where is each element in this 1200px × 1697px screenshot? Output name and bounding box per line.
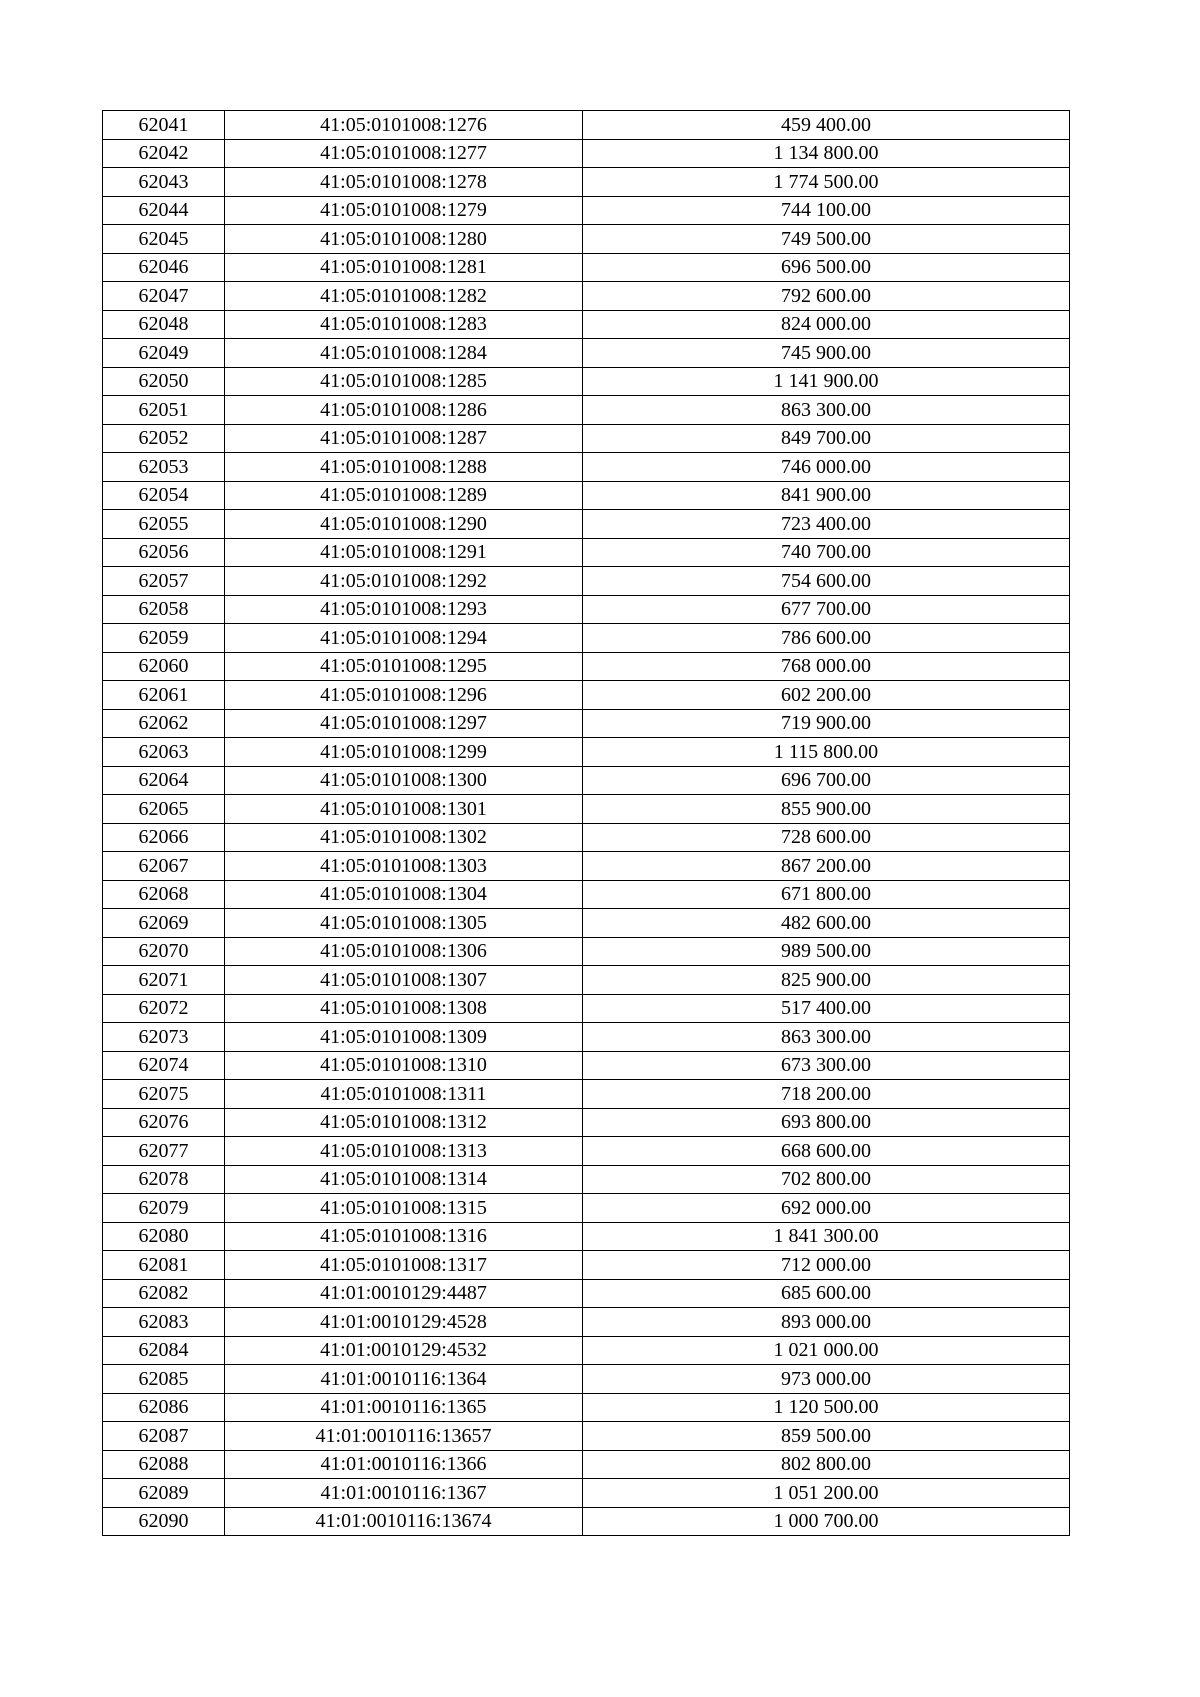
row-number-cell: 62048 — [103, 310, 225, 339]
cadastral-number-cell: 41:05:0101008:1285 — [225, 367, 583, 396]
row-number-cell: 62084 — [103, 1336, 225, 1365]
cadastral-number-cell: 41:05:0101008:1291 — [225, 538, 583, 567]
cadastral-number-cell: 41:05:0101008:1312 — [225, 1108, 583, 1137]
row-number-cell: 62072 — [103, 994, 225, 1023]
table-row — [103, 937, 1070, 966]
cadastral-value-cell: 754 600.00 — [583, 567, 1070, 596]
table-row — [103, 1308, 1070, 1337]
table-row — [103, 1393, 1070, 1422]
row-number-cell: 62082 — [103, 1279, 225, 1308]
cadastral-number-cell: 41:01:0010116:1365 — [225, 1393, 583, 1422]
table-row — [103, 282, 1070, 311]
cadastral-value-cell: 786 600.00 — [583, 624, 1070, 653]
cadastral-value-cell: 685 600.00 — [583, 1279, 1070, 1308]
table-row — [103, 994, 1070, 1023]
cadastral-number-cell: 41:05:0101008:1309 — [225, 1023, 583, 1052]
cadastral-value-cell: 677 700.00 — [583, 595, 1070, 624]
cadastral-number-cell: 41:05:0101008:1283 — [225, 310, 583, 339]
cadastral-number-cell: 41:05:0101008:1299 — [225, 738, 583, 767]
table-row — [103, 795, 1070, 824]
cadastral-number-cell: 41:05:0101008:1302 — [225, 823, 583, 852]
row-number-cell: 62050 — [103, 367, 225, 396]
cadastral-number-cell: 41:05:0101008:1289 — [225, 481, 583, 510]
row-number-cell: 62066 — [103, 823, 225, 852]
table-row — [103, 1279, 1070, 1308]
cadastral-number-cell: 41:05:0101008:1300 — [225, 766, 583, 795]
cadastral-number-cell: 41:05:0101008:1306 — [225, 937, 583, 966]
cadastral-number-cell: 41:01:0010116:13674 — [225, 1507, 583, 1536]
table-row — [103, 1108, 1070, 1137]
cadastral-number-cell: 41:05:0101008:1294 — [225, 624, 583, 653]
cadastral-value-cell: 696 500.00 — [583, 253, 1070, 282]
cadastral-number-cell: 41:05:0101008:1317 — [225, 1251, 583, 1280]
row-number-cell: 62069 — [103, 909, 225, 938]
row-number-cell: 62058 — [103, 595, 225, 624]
cadastral-value-cell: 728 600.00 — [583, 823, 1070, 852]
table-row — [103, 481, 1070, 510]
cadastral-value-cell: 1 841 300.00 — [583, 1222, 1070, 1251]
table-row — [103, 652, 1070, 681]
table-row — [103, 339, 1070, 368]
table-row — [103, 823, 1070, 852]
row-number-cell: 62083 — [103, 1308, 225, 1337]
cadastral-number-cell: 41:01:0010129:4532 — [225, 1336, 583, 1365]
cadastral-value-cell: 692 000.00 — [583, 1194, 1070, 1223]
table-row — [103, 1137, 1070, 1166]
cadastral-value-cell: 863 300.00 — [583, 1023, 1070, 1052]
row-number-cell: 62067 — [103, 852, 225, 881]
table-row — [103, 139, 1070, 168]
cadastral-number-cell: 41:01:0010129:4528 — [225, 1308, 583, 1337]
row-number-cell: 62089 — [103, 1479, 225, 1508]
cadastral-value-cell: 1 120 500.00 — [583, 1393, 1070, 1422]
cadastral-value-cell: 740 700.00 — [583, 538, 1070, 567]
cadastral-number-cell: 41:05:0101008:1303 — [225, 852, 583, 881]
cadastral-value-cell: 749 500.00 — [583, 225, 1070, 254]
row-number-cell: 62087 — [103, 1422, 225, 1451]
cadastral-value-cell: 745 900.00 — [583, 339, 1070, 368]
row-number-cell: 62088 — [103, 1450, 225, 1479]
table-row — [103, 538, 1070, 567]
cadastral-value-cell: 482 600.00 — [583, 909, 1070, 938]
row-number-cell: 62061 — [103, 681, 225, 710]
cadastral-number-cell: 41:05:0101008:1315 — [225, 1194, 583, 1223]
cadastral-number-cell: 41:05:0101008:1284 — [225, 339, 583, 368]
table-row — [103, 567, 1070, 596]
table-row — [103, 1336, 1070, 1365]
cadastral-value-cell: 841 900.00 — [583, 481, 1070, 510]
cadastral-number-cell: 41:05:0101008:1287 — [225, 424, 583, 453]
cadastral-value-cell: 517 400.00 — [583, 994, 1070, 1023]
row-number-cell: 62046 — [103, 253, 225, 282]
row-number-cell: 62076 — [103, 1108, 225, 1137]
cadastral-value-cell: 1 021 000.00 — [583, 1336, 1070, 1365]
cadastral-value-cell: 863 300.00 — [583, 396, 1070, 425]
row-number-cell: 62054 — [103, 481, 225, 510]
table-row — [103, 396, 1070, 425]
cadastral-number-cell: 41:05:0101008:1292 — [225, 567, 583, 596]
cadastral-number-cell: 41:01:0010116:1367 — [225, 1479, 583, 1508]
table-row — [103, 1422, 1070, 1451]
cadastral-number-cell: 41:05:0101008:1286 — [225, 396, 583, 425]
table-row — [103, 966, 1070, 995]
cadastral-value-cell: 1 115 800.00 — [583, 738, 1070, 767]
cadastral-number-cell: 41:05:0101008:1301 — [225, 795, 583, 824]
cadastral-value-cell: 673 300.00 — [583, 1051, 1070, 1080]
cadastral-value-cell: 746 000.00 — [583, 453, 1070, 482]
table-row — [103, 367, 1070, 396]
cadastral-number-cell: 41:05:0101008:1290 — [225, 510, 583, 539]
row-number-cell: 62052 — [103, 424, 225, 453]
cadastral-number-cell: 41:05:0101008:1313 — [225, 1137, 583, 1166]
cadastral-number-cell: 41:05:0101008:1293 — [225, 595, 583, 624]
cadastral-number-cell: 41:05:0101008:1316 — [225, 1222, 583, 1251]
row-number-cell: 62059 — [103, 624, 225, 653]
cadastral-number-cell: 41:05:0101008:1281 — [225, 253, 583, 282]
cadastral-number-cell: 41:05:0101008:1297 — [225, 709, 583, 738]
table-row — [103, 310, 1070, 339]
row-number-cell: 62078 — [103, 1165, 225, 1194]
cadastral-value-cell: 849 700.00 — [583, 424, 1070, 453]
row-number-cell: 62042 — [103, 139, 225, 168]
cadastral-value-cell: 1 141 900.00 — [583, 367, 1070, 396]
row-number-cell: 62057 — [103, 567, 225, 596]
table-row — [103, 1251, 1070, 1280]
row-number-cell: 62077 — [103, 1137, 225, 1166]
table-row — [103, 1051, 1070, 1080]
cadastral-number-cell: 41:05:0101008:1282 — [225, 282, 583, 311]
table-row — [103, 852, 1070, 881]
cadastral-value-cell: 893 000.00 — [583, 1308, 1070, 1337]
cadastral-value-cell: 602 200.00 — [583, 681, 1070, 710]
cadastral-number-cell: 41:05:0101008:1308 — [225, 994, 583, 1023]
cadastral-value-cell: 824 000.00 — [583, 310, 1070, 339]
table-row — [103, 510, 1070, 539]
row-number-cell: 62064 — [103, 766, 225, 795]
table-row — [103, 1194, 1070, 1223]
table-body — [103, 111, 1070, 1536]
row-number-cell: 62044 — [103, 196, 225, 225]
table-row — [103, 1365, 1070, 1394]
cadastral-value-cell: 1 134 800.00 — [583, 139, 1070, 168]
cadastral-value-cell: 768 000.00 — [583, 652, 1070, 681]
row-number-cell: 62055 — [103, 510, 225, 539]
cadastral-value-cell: 825 900.00 — [583, 966, 1070, 995]
cadastral-number-cell: 41:01:0010116:13657 — [225, 1422, 583, 1451]
table-row — [103, 111, 1070, 140]
cadastral-value-table — [102, 110, 1070, 1536]
cadastral-value-cell: 744 100.00 — [583, 196, 1070, 225]
table-row — [103, 1023, 1070, 1052]
table-row — [103, 1165, 1070, 1194]
table-row — [103, 1479, 1070, 1508]
cadastral-number-cell: 41:05:0101008:1280 — [225, 225, 583, 254]
cadastral-value-cell: 792 600.00 — [583, 282, 1070, 311]
cadastral-number-cell: 41:05:0101008:1295 — [225, 652, 583, 681]
table-row — [103, 1450, 1070, 1479]
cadastral-value-cell: 859 500.00 — [583, 1422, 1070, 1451]
row-number-cell: 62081 — [103, 1251, 225, 1280]
table-row — [103, 225, 1070, 254]
cadastral-value-cell: 867 200.00 — [583, 852, 1070, 881]
cadastral-number-cell: 41:01:0010116:1364 — [225, 1365, 583, 1394]
row-number-cell: 62079 — [103, 1194, 225, 1223]
cadastral-number-cell: 41:05:0101008:1314 — [225, 1165, 583, 1194]
row-number-cell: 62065 — [103, 795, 225, 824]
table-row — [103, 1222, 1070, 1251]
table-row — [103, 681, 1070, 710]
row-number-cell: 62045 — [103, 225, 225, 254]
table-row — [103, 253, 1070, 282]
row-number-cell: 62043 — [103, 168, 225, 197]
cadastral-value-cell: 1 051 200.00 — [583, 1479, 1070, 1508]
row-number-cell: 62056 — [103, 538, 225, 567]
row-number-cell: 62071 — [103, 966, 225, 995]
cadastral-number-cell: 41:05:0101008:1307 — [225, 966, 583, 995]
cadastral-number-cell: 41:01:0010129:4487 — [225, 1279, 583, 1308]
row-number-cell: 62086 — [103, 1393, 225, 1422]
cadastral-number-cell: 41:05:0101008:1296 — [225, 681, 583, 710]
table-row — [103, 1080, 1070, 1109]
cadastral-number-cell: 41:01:0010116:1366 — [225, 1450, 583, 1479]
table-row — [103, 168, 1070, 197]
cadastral-number-cell: 41:05:0101008:1277 — [225, 139, 583, 168]
table-row — [103, 909, 1070, 938]
cadastral-number-cell: 41:05:0101008:1310 — [225, 1051, 583, 1080]
table-row — [103, 196, 1070, 225]
cadastral-value-cell: 1 000 700.00 — [583, 1507, 1070, 1536]
table-row — [103, 709, 1070, 738]
cadastral-value-cell: 989 500.00 — [583, 937, 1070, 966]
row-number-cell: 62085 — [103, 1365, 225, 1394]
row-number-cell: 62073 — [103, 1023, 225, 1052]
table-row — [103, 766, 1070, 795]
row-number-cell: 62049 — [103, 339, 225, 368]
cadastral-value-cell: 723 400.00 — [583, 510, 1070, 539]
cadastral-value-cell: 696 700.00 — [583, 766, 1070, 795]
row-number-cell: 62063 — [103, 738, 225, 767]
cadastral-number-cell: 41:05:0101008:1278 — [225, 168, 583, 197]
cadastral-number-cell: 41:05:0101008:1276 — [225, 111, 583, 140]
cadastral-value-cell: 719 900.00 — [583, 709, 1070, 738]
row-number-cell: 62051 — [103, 396, 225, 425]
row-number-cell: 62075 — [103, 1080, 225, 1109]
cadastral-value-cell: 712 000.00 — [583, 1251, 1070, 1280]
row-number-cell: 62047 — [103, 282, 225, 311]
table-row — [103, 595, 1070, 624]
cadastral-value-cell: 855 900.00 — [583, 795, 1070, 824]
cadastral-value-cell: 671 800.00 — [583, 880, 1070, 909]
cadastral-number-cell: 41:05:0101008:1311 — [225, 1080, 583, 1109]
row-number-cell: 62053 — [103, 453, 225, 482]
cadastral-value-cell: 1 774 500.00 — [583, 168, 1070, 197]
cadastral-value-cell: 973 000.00 — [583, 1365, 1070, 1394]
cadastral-value-cell: 702 800.00 — [583, 1165, 1070, 1194]
table-row — [103, 1507, 1070, 1536]
cadastral-value-cell: 718 200.00 — [583, 1080, 1070, 1109]
cadastral-number-cell: 41:05:0101008:1305 — [225, 909, 583, 938]
table-row — [103, 738, 1070, 767]
row-number-cell: 62041 — [103, 111, 225, 140]
row-number-cell: 62080 — [103, 1222, 225, 1251]
table-row — [103, 880, 1070, 909]
cadastral-value-cell: 802 800.00 — [583, 1450, 1070, 1479]
row-number-cell: 62074 — [103, 1051, 225, 1080]
cadastral-number-cell: 41:05:0101008:1279 — [225, 196, 583, 225]
table-row — [103, 424, 1070, 453]
cadastral-number-cell: 41:05:0101008:1288 — [225, 453, 583, 482]
row-number-cell: 62070 — [103, 937, 225, 966]
row-number-cell: 62068 — [103, 880, 225, 909]
row-number-cell: 62062 — [103, 709, 225, 738]
cadastral-value-cell: 668 600.00 — [583, 1137, 1070, 1166]
table-row — [103, 453, 1070, 482]
table-row — [103, 624, 1070, 653]
cadastral-value-cell: 693 800.00 — [583, 1108, 1070, 1137]
row-number-cell: 62090 — [103, 1507, 225, 1536]
cadastral-number-cell: 41:05:0101008:1304 — [225, 880, 583, 909]
cadastral-value-cell: 459 400.00 — [583, 111, 1070, 140]
row-number-cell: 62060 — [103, 652, 225, 681]
